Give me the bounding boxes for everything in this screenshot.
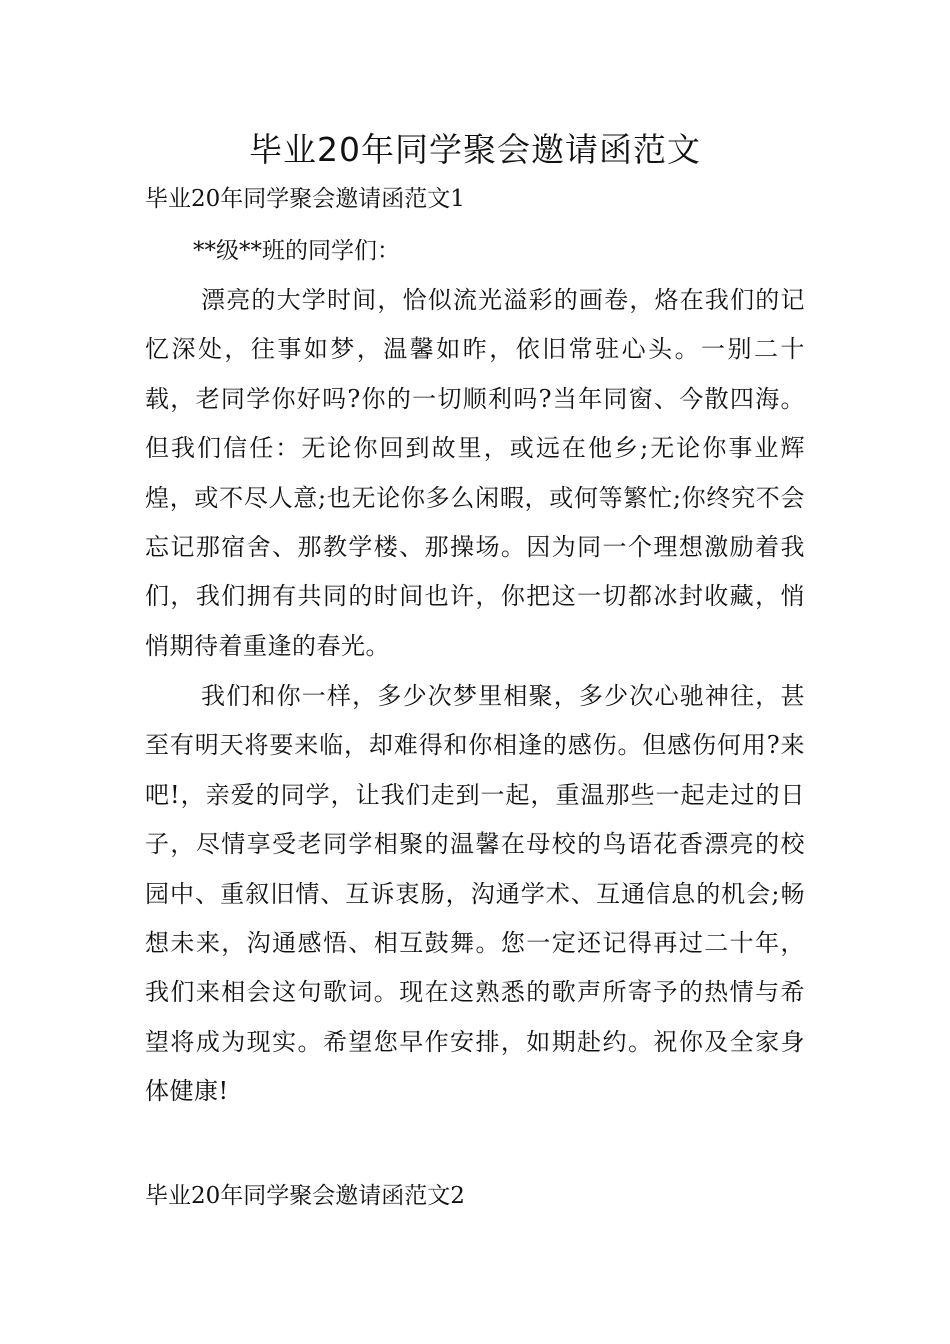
section-heading-1: 毕业20年同学聚会邀请函范文1 — [145, 186, 465, 212]
body-paragraph-2: 我们和你一样，多少次梦里相聚，多少次心驰神往，甚至有明天将要来临，却难得和你相逢的感伤。但感伤何用?来吧!，亲爱的同学，让我们走到一起，重温那些一起走过的日子，尽情享受老同学相聚的温馨在母校的鸟语花香漂亮的校园中、重叙旧情、互诉衷肠，沟通学术、互通信息的机会;畅想未来，沟通感悟、相互鼓舞。您一定还记得再过二十年，我们来相会这句歌词。现在这熟悉的歌声所寄予的热情与希望将成为现实。希望您早作安排，如期赴约。祝你及全家身体健康! — [145, 682, 805, 1106]
document-title: 毕业20年同学聚会邀请函范文 — [249, 130, 701, 169]
section-heading-2: 毕业20年同学聚会邀请函范文2 — [145, 1183, 465, 1209]
salutation: **级**班的同学们： — [193, 238, 400, 264]
body-paragraph-1: 漂亮的大学时间，恰似流光溢彩的画卷，烙在我们的记忆深处，往事如梦，温馨如昨，依旧常驻心头。一别二十载，老同学你好吗?你的一切顺利吗?当年同窗、今散四海。但我们信任：无论你回到故里，或远在他乡;无论你事业辉煌，或不尽人意;也无论你多么闲暇，或何等繁忙;你终究不会忘记那宿舍、那教学楼、那操场。因为同一个理想激励着我们，我们拥有共同的时间也许，你把这一切都冰封收藏，悄悄期待着重逢的春光。 — [145, 286, 805, 660]
